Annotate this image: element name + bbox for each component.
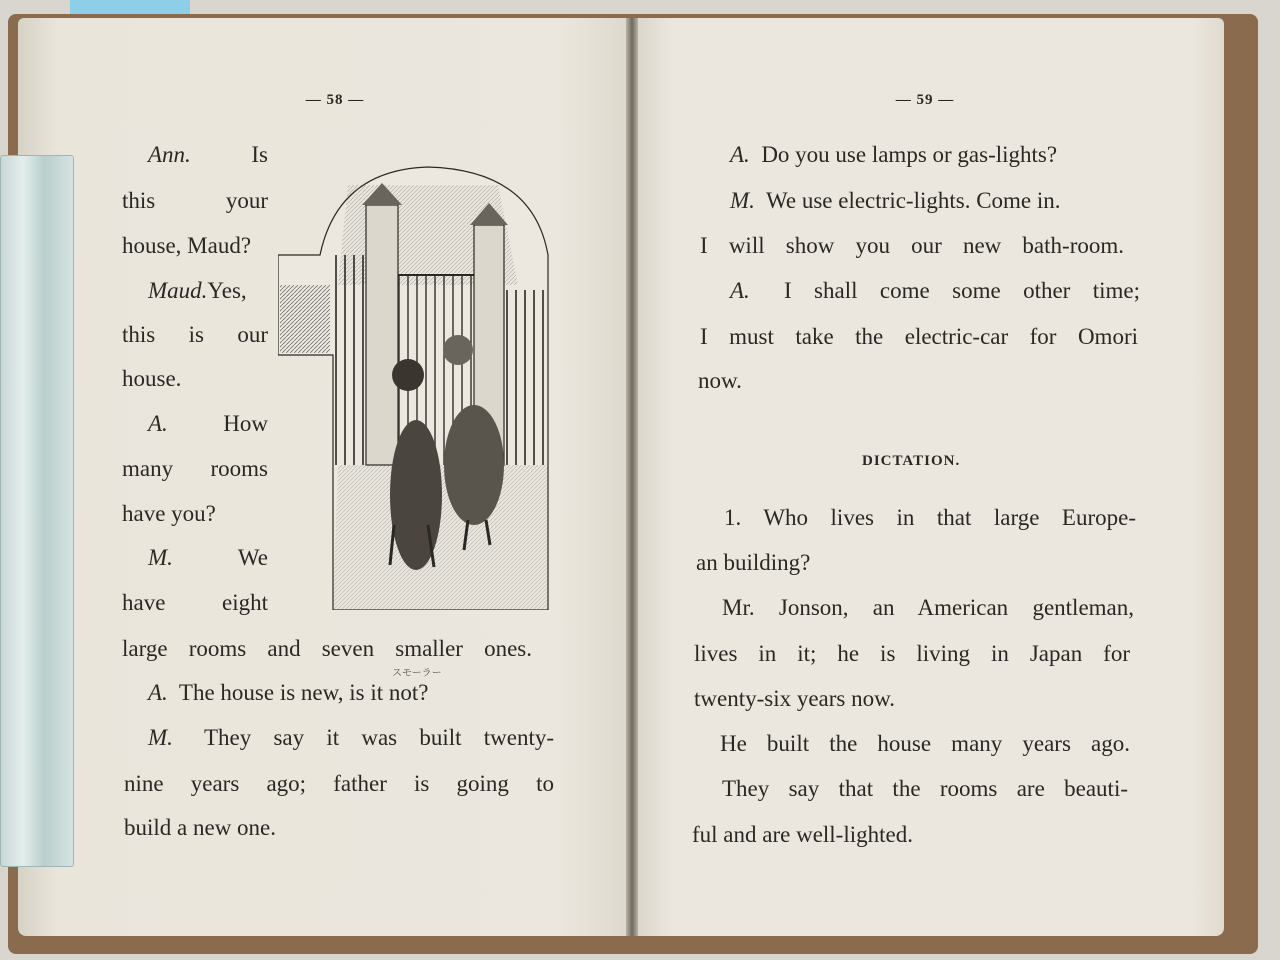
text-line: Ann. Is xyxy=(148,142,268,167)
glass-page-weight xyxy=(0,155,74,867)
text-line: I will show you our new bath-room. xyxy=(700,233,1124,258)
text-line: an building? xyxy=(696,550,811,575)
text-line: have eight xyxy=(122,590,268,615)
page-number-right: — 59 — xyxy=(895,92,955,108)
text-line: build a new one. xyxy=(124,815,277,840)
book-gutter xyxy=(626,18,638,936)
page-number-left: — 58 — xyxy=(305,92,365,108)
text-line: I must take the electric-car for Omori xyxy=(700,324,1138,349)
text-line: They say that the rooms are beauti- xyxy=(722,776,1128,801)
text-line: house, Maud? xyxy=(122,233,252,258)
text-line: A. How xyxy=(148,411,268,436)
text-line: A. Do you use lamps or gas-lights? xyxy=(730,142,1058,167)
text-line: nine years ago; father is going to xyxy=(124,771,554,796)
text-line: 1. Who lives in that large Europe- xyxy=(724,505,1136,530)
text-line: A. I shall come some other time; xyxy=(730,278,1140,303)
text-line: twenty-six years now. xyxy=(694,686,895,711)
text-line: have you? xyxy=(122,501,216,526)
text-line: M. We xyxy=(148,545,268,570)
handwritten-annotation: スモーラー xyxy=(392,668,442,679)
text-line: M. We use electric-lights. Come in. xyxy=(730,188,1061,213)
text-line: large rooms and seven smaller ones. xyxy=(122,636,532,661)
text-line: many rooms xyxy=(122,456,268,481)
text-line: M. They say it was built twenty- xyxy=(148,725,554,750)
text-line: this your xyxy=(122,188,268,213)
text-line: Mr. Jonson, an American gentleman, xyxy=(722,595,1134,620)
text-line: A. The house is new, is it not? xyxy=(148,680,429,705)
text-line: lives in it; he is living in Japan for xyxy=(694,641,1130,666)
text-line: Maud.Yes, xyxy=(148,278,247,303)
gate-illustration xyxy=(278,165,553,610)
text-line: ful and are well-lighted. xyxy=(692,822,913,847)
text-line: house. xyxy=(122,366,182,391)
text-line: this is our xyxy=(122,322,268,347)
text-line: now. xyxy=(698,368,742,393)
dictation-heading: DICTATION. xyxy=(862,453,961,469)
text-line: He built the house many years ago. xyxy=(720,731,1130,756)
